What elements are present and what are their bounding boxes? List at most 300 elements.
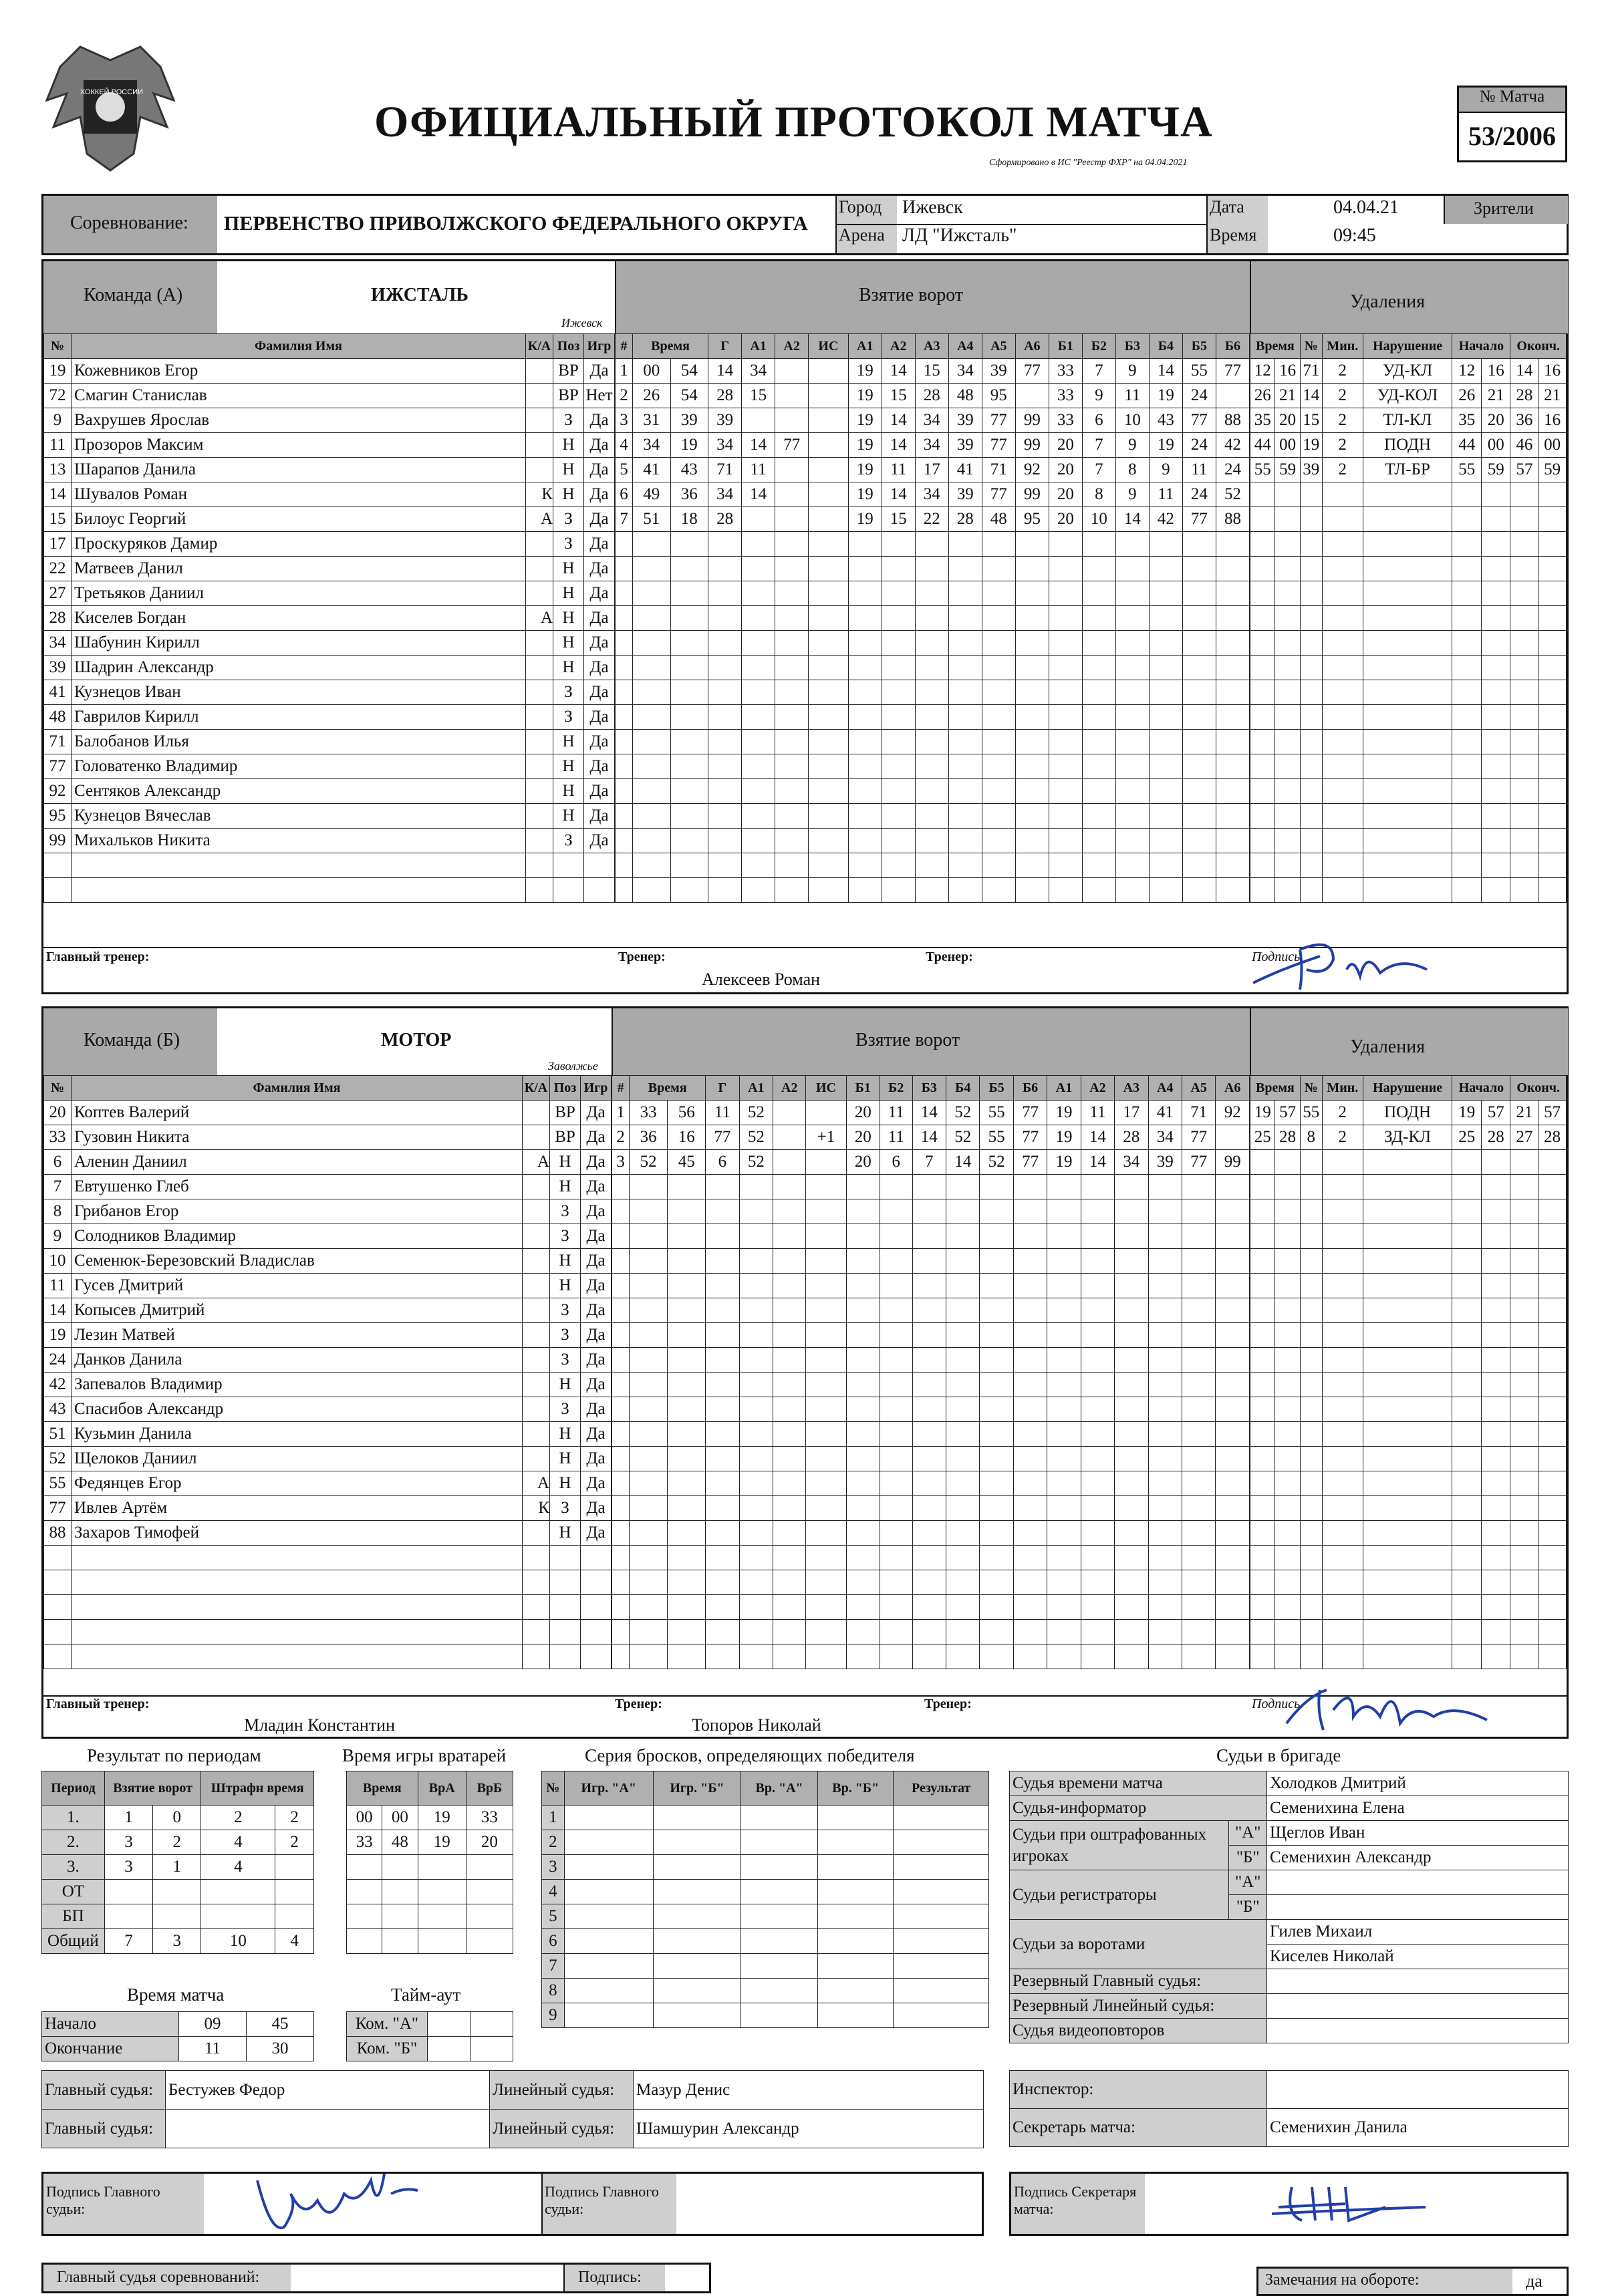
penalty-cell bbox=[1538, 1249, 1567, 1274]
goal-row bbox=[616, 384, 1250, 408]
goal-cell bbox=[882, 557, 915, 581]
penalty-cell bbox=[1538, 606, 1567, 631]
goal-cell bbox=[775, 705, 809, 730]
goalie-cell bbox=[418, 1880, 466, 1904]
goal-cell bbox=[915, 754, 948, 779]
penalty-cell bbox=[1538, 581, 1567, 606]
goal-row bbox=[616, 507, 1250, 532]
shootout-cell bbox=[741, 1929, 818, 1954]
goal-cell: 6 bbox=[880, 1150, 912, 1175]
period-cell: 1. bbox=[42, 1806, 105, 1830]
penalty-cell: 57 bbox=[1275, 1101, 1300, 1125]
goal-cell bbox=[1182, 1570, 1215, 1595]
penalty-cell: 20 bbox=[1481, 408, 1510, 433]
goal-cell bbox=[632, 557, 670, 581]
team-b-coach1-label: Тренер: bbox=[615, 1697, 662, 1711]
penalty-cell bbox=[1250, 1546, 1275, 1570]
player-cell bbox=[523, 1249, 550, 1274]
penalty-cell bbox=[1363, 1521, 1452, 1546]
penalty-cell bbox=[1250, 853, 1275, 878]
penalty-cell bbox=[1363, 829, 1452, 853]
goal-cell bbox=[1081, 1644, 1114, 1669]
goal-cell bbox=[1182, 730, 1216, 754]
goal-cell bbox=[915, 779, 948, 804]
player-row bbox=[44, 1471, 612, 1496]
penalty-cell bbox=[1538, 532, 1567, 557]
penalty-cell bbox=[1275, 1298, 1300, 1323]
goal-cell bbox=[948, 532, 982, 557]
goal-cell: 33 bbox=[1049, 384, 1082, 408]
goal-cell bbox=[708, 829, 742, 853]
goal-cell bbox=[706, 1298, 739, 1323]
goal-cell bbox=[1115, 779, 1149, 804]
penalty-cell bbox=[1275, 1496, 1300, 1521]
goal-cell bbox=[1013, 1373, 1047, 1397]
line-judge-label: Линейный судья: bbox=[490, 2071, 634, 2110]
line-judge-label-2: Линейный судья: bbox=[490, 2110, 634, 2148]
goal-cell bbox=[1182, 1175, 1215, 1199]
goal-cell bbox=[708, 532, 742, 557]
penalty-cell bbox=[1363, 482, 1452, 507]
goal-cell bbox=[809, 532, 849, 557]
goal-cell bbox=[1015, 656, 1049, 680]
goal-cell bbox=[946, 1546, 980, 1570]
goal-cell bbox=[880, 1298, 912, 1323]
player-cell: 28 bbox=[44, 606, 72, 631]
goal-cell bbox=[1047, 1397, 1081, 1422]
goal-cell bbox=[1082, 804, 1115, 829]
goal-cell: 14 bbox=[742, 482, 775, 507]
penalty-cell: 2 bbox=[1322, 408, 1363, 433]
goal-cell bbox=[1216, 804, 1249, 829]
goal-cell bbox=[1115, 1496, 1148, 1521]
goal-cell bbox=[980, 1373, 1013, 1397]
goal-cell bbox=[612, 1620, 630, 1644]
player-cell: Грибанов Егор bbox=[72, 1199, 523, 1224]
goal-cell bbox=[630, 1496, 668, 1521]
goal-head-cell: Б2 bbox=[1082, 334, 1115, 359]
goal-row bbox=[612, 1274, 1250, 1298]
player-cell bbox=[581, 1620, 612, 1644]
goal-cell bbox=[775, 557, 809, 581]
goal-cell bbox=[946, 1570, 980, 1595]
goal-cell: 20 bbox=[1049, 458, 1082, 482]
goalie-time-table bbox=[346, 1771, 513, 1954]
penalty-cell bbox=[1452, 606, 1482, 631]
penalty-cell bbox=[1510, 1150, 1538, 1175]
logo bbox=[40, 40, 180, 180]
penalty-cell bbox=[1363, 1422, 1452, 1447]
shootout-cell bbox=[818, 1855, 894, 1880]
penalty-cell bbox=[1452, 1224, 1482, 1249]
goal-cell bbox=[946, 1298, 980, 1323]
penalty-row bbox=[1250, 1496, 1567, 1521]
player-cell bbox=[526, 656, 553, 680]
goal-cell bbox=[1082, 581, 1115, 606]
team-a-coach1-label: Тренер: bbox=[618, 950, 666, 964]
goal-cell bbox=[809, 507, 849, 532]
goal-cell: 11 bbox=[882, 458, 915, 482]
goal-cell bbox=[632, 779, 670, 804]
goal-cell bbox=[809, 359, 849, 384]
penalty-cell bbox=[1452, 1175, 1482, 1199]
goal-cell bbox=[739, 1175, 773, 1199]
player-row bbox=[44, 1224, 612, 1249]
penalty-cell bbox=[1481, 1373, 1510, 1397]
goal-cell bbox=[1049, 631, 1082, 656]
player-cell: 42 bbox=[44, 1373, 72, 1397]
penalty-cell bbox=[1322, 656, 1363, 680]
goal-cell bbox=[612, 1298, 630, 1323]
player-cell: А bbox=[523, 1150, 550, 1175]
penalty-cell bbox=[1275, 853, 1300, 878]
goal-cell bbox=[1081, 1323, 1114, 1348]
goal-cell: 34 bbox=[948, 359, 982, 384]
goal-cell bbox=[806, 1496, 846, 1521]
goal-cell bbox=[1081, 1620, 1114, 1644]
goal-cell: 19 bbox=[1149, 384, 1182, 408]
penalty-cell bbox=[1363, 853, 1452, 878]
goal-cell: 10 bbox=[1115, 408, 1149, 433]
goal-cell bbox=[1115, 1348, 1148, 1373]
penalty-cell bbox=[1452, 1644, 1482, 1669]
goal-row bbox=[616, 754, 1250, 779]
goal-cell bbox=[1015, 853, 1049, 878]
penalty-cell bbox=[1363, 1298, 1452, 1323]
goal-cell bbox=[1182, 1397, 1215, 1422]
goal-cell bbox=[670, 779, 708, 804]
player-cell: 11 bbox=[44, 1274, 72, 1298]
secretary: Семенихин Данила bbox=[1267, 2109, 1569, 2147]
penalty-cell bbox=[1481, 754, 1510, 779]
goal-cell bbox=[775, 804, 809, 829]
goal-cell bbox=[982, 680, 1015, 705]
goalie-head: ВрБ bbox=[466, 1771, 513, 1806]
period-cell: 3 bbox=[153, 1929, 201, 1954]
penalty-row bbox=[1250, 1101, 1567, 1125]
player-cell: 52 bbox=[44, 1447, 72, 1471]
penalty-cell bbox=[1250, 1249, 1275, 1274]
goal-cell bbox=[848, 754, 882, 779]
shootout-num: 6 bbox=[542, 1929, 565, 1954]
goal-cell bbox=[946, 1175, 980, 1199]
goal-cell bbox=[612, 1447, 630, 1471]
penalty-cell bbox=[1275, 1397, 1300, 1422]
team-b-label: Команда (Б) bbox=[84, 1030, 180, 1050]
goal-cell bbox=[1149, 680, 1182, 705]
penalty-cell bbox=[1510, 680, 1538, 705]
shootout-row bbox=[542, 1880, 989, 1904]
penalty-cell bbox=[1481, 532, 1510, 557]
penalty-cell bbox=[1250, 1447, 1275, 1471]
shootout-cell bbox=[564, 1904, 653, 1929]
penalty-cell bbox=[1322, 1274, 1363, 1298]
goalie-cell: 33 bbox=[347, 1830, 382, 1855]
pen-head-cell: Время bbox=[1250, 1076, 1301, 1101]
goal-cell bbox=[1148, 1595, 1182, 1620]
goal-cell bbox=[1216, 1521, 1250, 1546]
goal-cell: 24 bbox=[1216, 458, 1249, 482]
goal-cell bbox=[775, 384, 809, 408]
goal-cell bbox=[809, 482, 849, 507]
goal-cell bbox=[668, 1348, 706, 1373]
goal-cell bbox=[706, 1199, 739, 1224]
penalty-cell bbox=[1275, 1224, 1300, 1249]
penalty-cell bbox=[1452, 507, 1482, 532]
goal-cell bbox=[848, 532, 882, 557]
chief-judge-label: Главный судья соревнований: bbox=[57, 2269, 260, 2286]
penalty-cell: 12 bbox=[1250, 359, 1275, 384]
penalty-cell bbox=[1250, 1496, 1275, 1521]
goal-cell: 77 bbox=[1182, 507, 1216, 532]
goal-cell: 19 bbox=[1047, 1125, 1081, 1150]
penalty-cell bbox=[1300, 1397, 1322, 1422]
goal-cell bbox=[742, 656, 775, 680]
goal-cell bbox=[706, 1595, 739, 1620]
player-cell bbox=[526, 581, 553, 606]
goal-cell bbox=[1182, 532, 1216, 557]
goal-cell bbox=[882, 532, 915, 557]
penalty-cell bbox=[1481, 804, 1510, 829]
goal-cell bbox=[809, 804, 849, 829]
goal-cell bbox=[1182, 1199, 1215, 1224]
player-cell: Да bbox=[584, 606, 615, 631]
time-judge-label: Судья времени матча bbox=[1010, 1771, 1267, 1796]
goal-cell bbox=[632, 730, 670, 754]
goal-cell bbox=[1082, 557, 1115, 581]
period-head: Взятие ворот bbox=[104, 1771, 201, 1806]
goal-cell: 42 bbox=[1216, 433, 1249, 458]
player-cell: ВР bbox=[553, 359, 584, 384]
penalty-cell bbox=[1481, 1397, 1510, 1422]
goal-cell bbox=[1115, 532, 1149, 557]
roster-head-cell: К/А bbox=[526, 334, 553, 359]
goal-row bbox=[612, 1521, 1250, 1546]
penalty-cell bbox=[1510, 532, 1538, 557]
goal-cell bbox=[708, 631, 742, 656]
goal-cell bbox=[980, 1595, 1013, 1620]
goal-cell bbox=[773, 1125, 806, 1150]
player-cell: Евтушенко Глеб bbox=[72, 1175, 523, 1199]
penalty-cell: 12 bbox=[1452, 359, 1482, 384]
shootout-cell bbox=[818, 1880, 894, 1904]
goal-cell bbox=[1013, 1546, 1047, 1570]
penalty-cell bbox=[1510, 1521, 1538, 1546]
penalty-row bbox=[1250, 359, 1567, 384]
penalty-cell bbox=[1300, 1348, 1322, 1373]
penalty-cell bbox=[1452, 804, 1482, 829]
goal-cell bbox=[948, 853, 982, 878]
goal-row bbox=[616, 779, 1250, 804]
goal-cell bbox=[1115, 1175, 1148, 1199]
player-cell bbox=[72, 1595, 523, 1620]
penalty-cell bbox=[1300, 680, 1322, 705]
goal-cell: 77 bbox=[1182, 1125, 1215, 1150]
shootout-head: Вр. "Б" bbox=[818, 1771, 894, 1806]
roster-head-cell: Игр bbox=[584, 334, 615, 359]
penalty-cell bbox=[1250, 1620, 1275, 1644]
period-cell: 2 bbox=[201, 1806, 275, 1830]
goal-cell: 19 bbox=[848, 384, 882, 408]
player-cell: Гаврилов Кирилл bbox=[72, 705, 526, 730]
goal-cell bbox=[1115, 1298, 1148, 1323]
goal-cell bbox=[1082, 680, 1115, 705]
goal-cell bbox=[882, 581, 915, 606]
penalty-cell bbox=[1300, 1323, 1322, 1348]
main-judge-2 bbox=[166, 2110, 490, 2148]
goal-cell bbox=[848, 878, 882, 903]
goal-cell bbox=[616, 730, 633, 754]
player-row bbox=[44, 1546, 612, 1570]
goal-cell: 36 bbox=[630, 1125, 668, 1150]
penalty-cell bbox=[1275, 606, 1300, 631]
goal-cell bbox=[616, 804, 633, 829]
shootout-cell bbox=[564, 1830, 653, 1855]
roster-head-cell: К/А bbox=[523, 1076, 550, 1101]
penalty-cell bbox=[1452, 532, 1482, 557]
player-row bbox=[44, 458, 615, 482]
goal-cell bbox=[630, 1546, 668, 1570]
penalty-cell bbox=[1322, 730, 1363, 754]
goal-cell bbox=[632, 606, 670, 631]
goal-row bbox=[616, 804, 1250, 829]
penalty-cell bbox=[1481, 1521, 1510, 1546]
goalie-cell bbox=[466, 1904, 513, 1929]
goal-cell bbox=[880, 1422, 912, 1447]
shootout-cell bbox=[653, 1929, 741, 1954]
penalty-cell bbox=[1275, 779, 1300, 804]
goal-cell: 6 bbox=[1082, 408, 1115, 433]
team-b-goals bbox=[612, 1075, 1250, 1669]
penalty-cell: ПОДН bbox=[1363, 1101, 1452, 1125]
penalty-cell bbox=[1322, 1199, 1363, 1224]
goal-cell bbox=[1015, 581, 1049, 606]
shootout-cell bbox=[653, 1806, 741, 1830]
goal-cell bbox=[1216, 557, 1249, 581]
goal-cell bbox=[632, 656, 670, 680]
penalty-cell: 35 bbox=[1250, 408, 1275, 433]
penalty-row bbox=[1250, 680, 1567, 705]
penalty-row bbox=[1250, 532, 1567, 557]
penalty-cell bbox=[1275, 1546, 1300, 1570]
penalty-cell bbox=[1250, 656, 1275, 680]
goalie-cell bbox=[382, 1904, 418, 1929]
player-cell bbox=[526, 408, 553, 433]
player-cell: 17 bbox=[44, 532, 72, 557]
goal-cell bbox=[612, 1348, 630, 1373]
period-cell: 2 bbox=[275, 1806, 314, 1830]
period-cell: 4 bbox=[201, 1855, 275, 1880]
player-row bbox=[44, 705, 615, 730]
goalie-cell bbox=[347, 1929, 382, 1954]
penalty-cell bbox=[1538, 1422, 1567, 1447]
goal-cell: 52 bbox=[739, 1150, 773, 1175]
goal-cell bbox=[1182, 631, 1216, 656]
goal-cell bbox=[806, 1644, 846, 1669]
player-cell bbox=[550, 1546, 581, 1570]
goal-cell bbox=[1081, 1199, 1114, 1224]
goal-cell bbox=[1013, 1570, 1047, 1595]
penalty-cell bbox=[1322, 1323, 1363, 1348]
goal-cell bbox=[739, 1373, 773, 1397]
goal-cell bbox=[773, 1570, 806, 1595]
penalty-cell bbox=[1322, 1595, 1363, 1620]
goal-cell bbox=[1013, 1298, 1047, 1323]
player-cell: Копысев Дмитрий bbox=[72, 1298, 523, 1323]
penalty-cell bbox=[1538, 1298, 1567, 1323]
penalty-cell: 2 bbox=[1322, 1101, 1363, 1125]
goal-cell bbox=[739, 1348, 773, 1373]
goal-cell bbox=[946, 1471, 980, 1496]
goal-cell bbox=[775, 656, 809, 680]
goal-cell bbox=[1216, 730, 1249, 754]
goal-cell: 43 bbox=[670, 458, 708, 482]
player-cell bbox=[581, 1570, 612, 1595]
goal-cell: 11 bbox=[880, 1101, 912, 1125]
goal-cell bbox=[708, 606, 742, 631]
player-cell bbox=[526, 853, 553, 878]
goal-cell bbox=[1015, 829, 1049, 853]
penalty-cell bbox=[1363, 1175, 1452, 1199]
goal-cell bbox=[742, 853, 775, 878]
goal-cell bbox=[706, 1274, 739, 1298]
penalty-cell bbox=[1452, 1373, 1482, 1397]
penalty-cell: 59 bbox=[1275, 458, 1300, 482]
goalie-head: ВрА bbox=[418, 1771, 466, 1806]
player-cell: Н bbox=[553, 779, 584, 804]
goal-cell bbox=[1182, 853, 1216, 878]
goal-cell bbox=[742, 557, 775, 581]
goal-cell: 26 bbox=[632, 384, 670, 408]
goal-cell: 39 bbox=[670, 408, 708, 433]
goal-cell bbox=[982, 779, 1015, 804]
goal-cell bbox=[1115, 1199, 1148, 1224]
period-cell bbox=[104, 1880, 152, 1904]
goal-cell bbox=[882, 631, 915, 656]
goal-cell bbox=[880, 1397, 912, 1422]
main-judge-sign-box bbox=[41, 2172, 984, 2236]
goal-cell bbox=[742, 730, 775, 754]
penalty-row bbox=[1250, 1323, 1567, 1348]
goal-cell bbox=[915, 829, 948, 853]
player-cell bbox=[526, 804, 553, 829]
shootout-head: Вр. "А" bbox=[741, 1771, 818, 1806]
penalty-cell bbox=[1481, 1274, 1510, 1298]
goal-cell bbox=[846, 1422, 880, 1447]
player-cell: 99 bbox=[44, 829, 72, 853]
goal-cell: 77 bbox=[1013, 1125, 1047, 1150]
goal-cell bbox=[1013, 1422, 1047, 1447]
goal-cell: 55 bbox=[980, 1101, 1013, 1125]
goal-cell bbox=[980, 1175, 1013, 1199]
penalty-cell bbox=[1481, 705, 1510, 730]
penalty-cell bbox=[1481, 1298, 1510, 1323]
penalty-cell bbox=[1481, 656, 1510, 680]
goal-cell bbox=[948, 680, 982, 705]
shootout-row bbox=[542, 1830, 989, 1855]
goal-cell bbox=[1049, 532, 1082, 557]
goal-cell bbox=[809, 779, 849, 804]
goal-cell bbox=[1013, 1348, 1047, 1373]
goal-cell bbox=[880, 1224, 912, 1249]
goal-cell bbox=[1115, 606, 1149, 631]
penalty-cell bbox=[1481, 730, 1510, 754]
goal-cell bbox=[670, 581, 708, 606]
player-cell: Да bbox=[581, 1150, 612, 1175]
goal-cell bbox=[630, 1620, 668, 1644]
penalty-cell bbox=[1363, 730, 1452, 754]
player-cell bbox=[523, 1125, 550, 1150]
